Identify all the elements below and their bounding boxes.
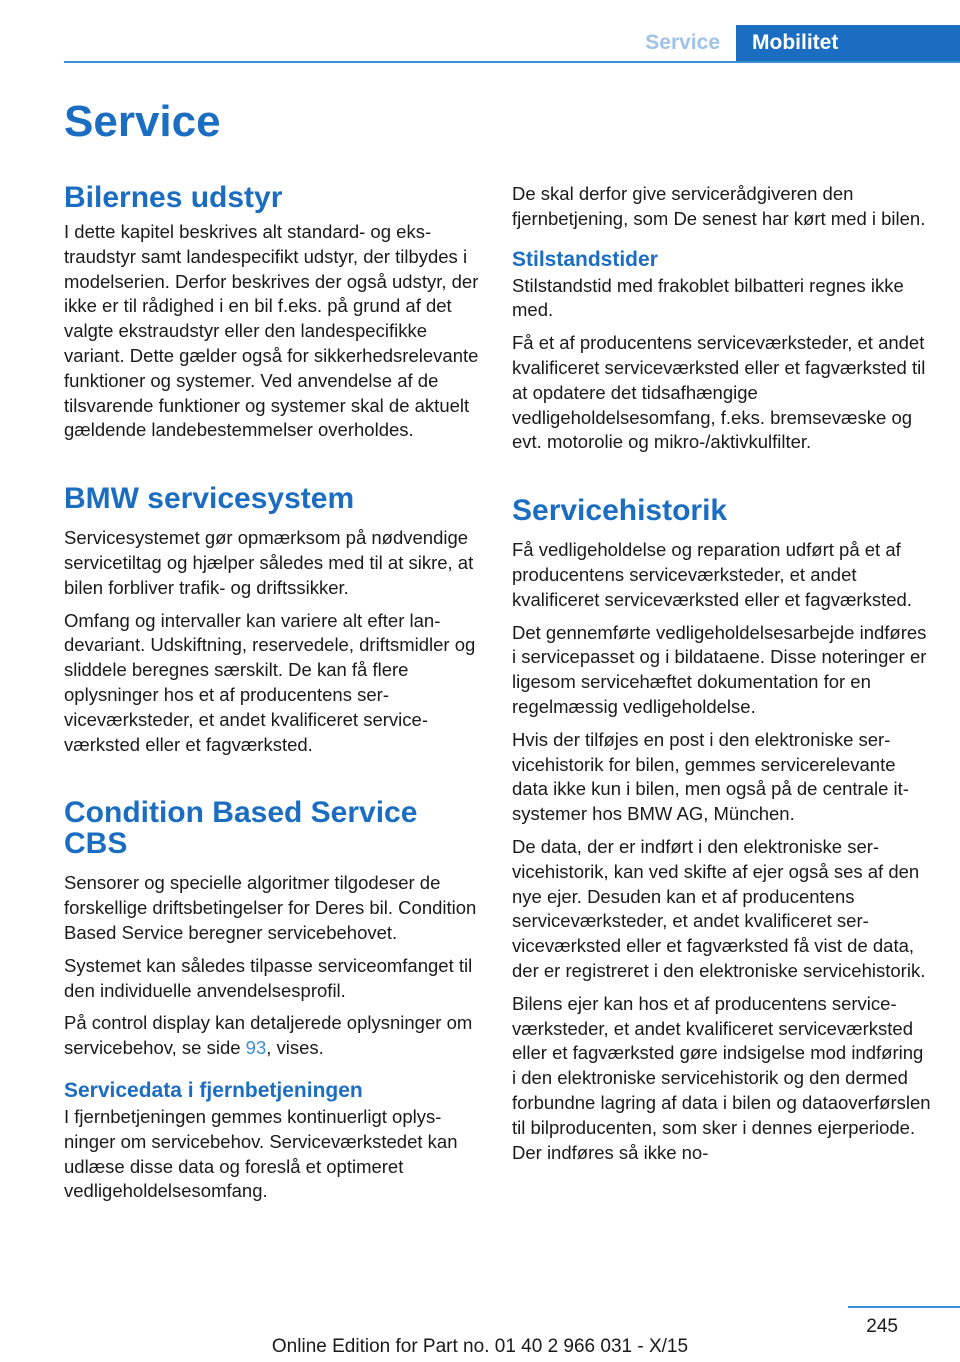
paragraph-text: , vises. [266,1037,324,1059]
footer-rule [848,1306,960,1308]
paragraph: Få vedligeholdelse og reparation udført på et af producentens serviceværksteder, et andet kvalificeret serviceværksted eller et fagværksted. [512,539,912,610]
paragraph: Det gennemførte vedligeholdelsesarbejde indføres i servicepasset og i bildataene. Disse noteringer er ligesom servicehæftet dokumentation for en regelmæssig vedligeholdelse. [512,621,927,717]
heading-servicehistorik: Servicehistorik [512,494,728,528]
paragraph: De data, der er indført i den elektroniske servicehistorik, kan ved skifte af ejer også ses af den nye ejer. Desuden kan et af producentens serviceværksteder, et andet kvalificeret serviceværksted eller et fagværksted få vist de data, der er registreret i den elektroniske servicehistorik. [512,835,926,981]
heading-bilernes-udstyr: Bilernes udstyr [64,181,283,214]
heading-condition-based-service: Condition Based Service CBS [64,796,418,861]
page-reference-link[interactable]: 93 [245,1037,267,1059]
header-section-tab[interactable]: Service [645,31,720,54]
heading-stilstandstider: Stilstandstider [512,247,658,271]
paragraph: Servicesystemet gør opmærksom på nødvendige servicetiltag og hjælper således med til at sikre, at bilen forbliver trafik- og driftssikker. [64,527,474,598]
header-rule [64,61,960,63]
edition-footer: Online Edition for Part no. 01 40 2 966 031 - X/15 [271,1336,689,1357]
paragraph: De skal derfor give servicerådgiveren den fjernbetjening, som De senest har kørt med i bilen. [512,183,926,229]
paragraph: Systemet kan således tilpasse serviceomfanget til den individuelle anvendelsesprofil. [64,954,473,1001]
paragraph: Stilstandstid med frakoblet bilbatteri regnes ikke med. [512,274,904,321]
paragraph: Sensorer og specielle algoritmer tilgodeser de forskellige driftsbetingelser for Deres bil. Condition Based Service beregner servicebehovet. [64,872,477,943]
paragraph: I fjernbetjeningen gemmes kontinuerligt oplysninger om servicebehov. Serviceværkstedet kan udlæse disse data og foreslå et optimeret vedligeholdelsesomfang. [64,1105,458,1202]
heading-servicedata-fjernbetjeningen: Servicedata i fjernbetjeningen [64,1078,363,1102]
header-chapter-tab[interactable]: Mobilitet [736,25,960,61]
page-number: 245 [866,1316,898,1337]
left-column [64,182,482,1212]
paragraph: I dette kapitel beskrives alt standard- og ekstraudstyr samt landespecifikt udstyr, der tilbydes i modelserien. Derfor beskrives der også udstyr, der ikke er til rådighed i en bil f.eks. på grund af det valgte ekstraudstyr eller den landespecifikke variant. Dette gælder også for sikkerhedsrelevante funktioner og systemer. Ved anvendelse af de tilsvarende funktioner og systemer skal de aktuelt gældende landebestemmelser overholdes. [64,221,479,441]
paragraph: Få et af producentens serviceværksteder, et andet kvalificeret serviceværksted eller et fagværksted til at opdatere det tidsafhængige vedligeholdelsesomfang, f.eks. bremsevæske og evt. motorolie og mikro-/aktivkulfilter. [512,332,926,453]
paragraph: Bilens ejer kan hos et af producentens serviceværksteder, et andet kvalificeret serviceværksted eller et fagværksted gøre indsigelse mod indføring i den elektroniske servicehistorik og den dermed forbundne lagring af data i bilen og dataoverførslen til bilproducenten, som sker i dennes ejerperiode. Der indføres så ikke no- [512,992,931,1163]
paragraph: Hvis der tilføjes en post i den elektroniske servicehistorik for bilen, gemmes servicerelevante data ikke kun i bilen, men også på de centrale it-systemer hos BMW AG, München. [512,728,909,825]
right-column [512,182,932,1173]
heading-bmw-servicesystem: BMW servicesystem [64,482,355,516]
paragraph: Omfang og intervaller kan variere alt efter landevariant. Udskiftning, reservedele, driftsmidler og sliddele beregnes særskilt. De kan få flere oplysninger hos et af producentens serviceværksteder, et andet kvalificeret serviceværksted eller et fagværksted. [64,609,476,755]
paragraph [64,1011,482,1061]
page-title: Service [64,97,221,146]
paragraph-text: På control display kan detaljerede oplysninger om servicebehov, se side [64,1012,473,1059]
